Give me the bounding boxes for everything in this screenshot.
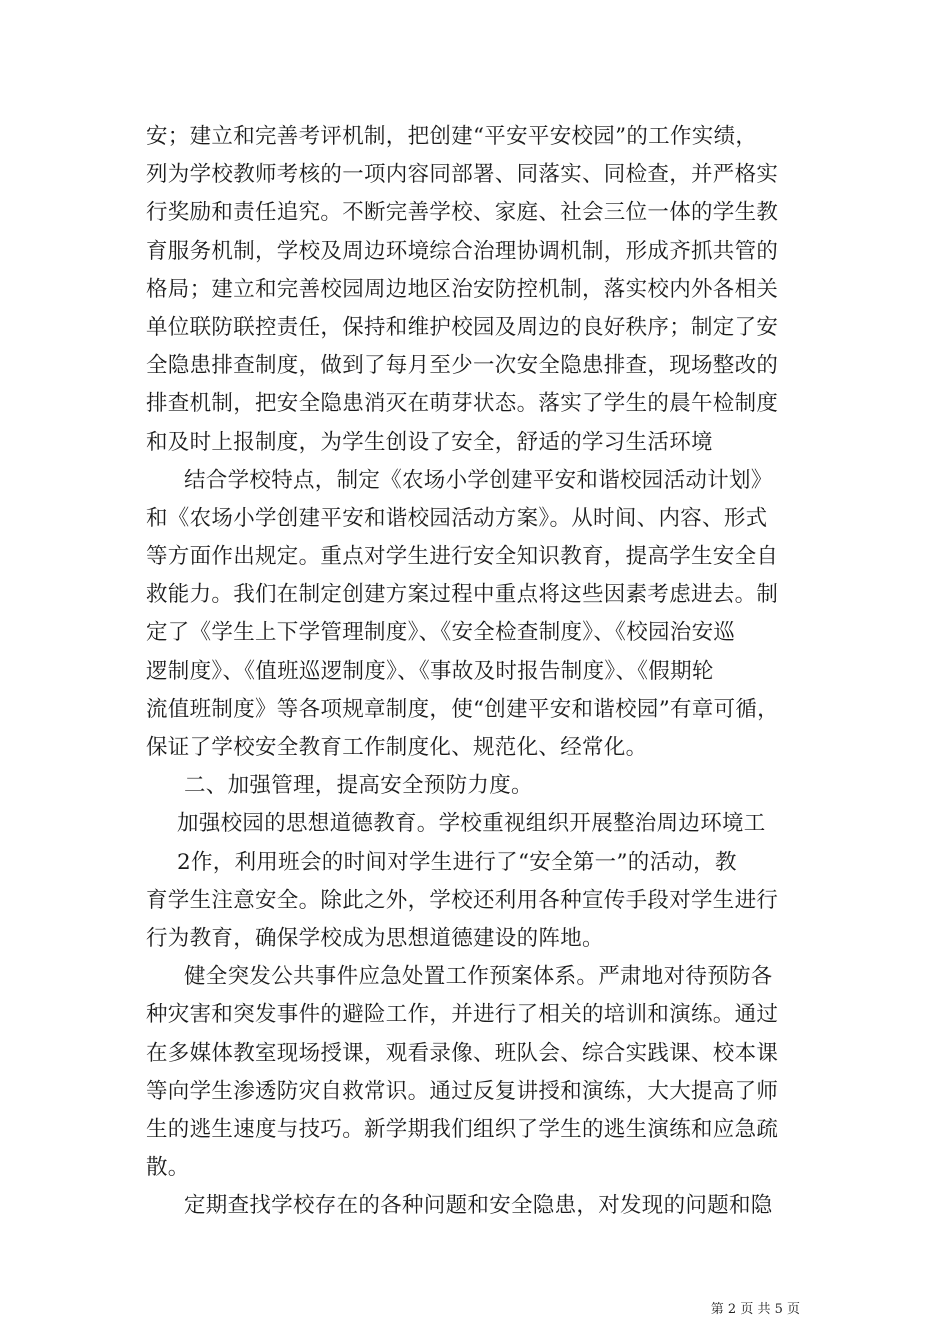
- text-line: 种灾害和突发事件的避险工作，并进行了相关的培训和演练。通过: [146, 1002, 779, 1028]
- text-line: 行奖励和责任追究。不断完善学校、家庭、社会三位一体的学生教: [146, 200, 779, 226]
- section-heading: 二、加强管理，提高安全预防力度。: [184, 773, 533, 799]
- paragraph-start-line: 健全突发公共事件应急处置工作预案体系。严肃地对待预防各: [184, 964, 773, 990]
- paragraph-start-line: 加强校园的思想道德教育。学校重视组织开展整治周边环境工: [177, 811, 766, 837]
- text-line: 等方面作出规定。重点对学生进行安全知识教育，提高学生安全自: [146, 544, 779, 570]
- text-line: 育学生注意安全。除此之外，学校还利用各种宣传手段对学生进行: [146, 887, 779, 913]
- text-line: 保证了学校安全教育工作制度化、规范化、经常化。: [146, 735, 648, 760]
- text-line: 生的逃生速度与技巧。新学期我们组织了学生的逃生演练和应急疏: [146, 1116, 779, 1142]
- document-body: [146, 118, 816, 1225]
- text-line: 和及时上报制度，为学生创设了安全，舒适的学习生活环境: [146, 429, 713, 455]
- paragraph-start-line: 结合学校特点，制定《农场小学创建平安和谐校园活动计划》: [184, 467, 773, 493]
- text-line: 育服务机制，学校及周边环境综合治理协调机制，形成齐抓共管的: [146, 238, 779, 264]
- page-number-footer: 第 2 页 共 5 页: [710, 1302, 800, 1317]
- text-line: 和《农场小学创建平安和谐校园活动方案》。从时间、内容、形式: [146, 505, 768, 531]
- text-line: 排查机制，把安全隐患消灭在萌芽状态。落实了学生的晨午检制度: [146, 391, 779, 417]
- text-line: 流值班制度》等各项规章制度，使“创建平安和谐校园”有章可循，: [146, 696, 779, 722]
- text-line: 散。: [146, 1155, 190, 1181]
- paragraph-start-line: 定期查找学校存在的各种问题和安全隐患，对发现的问题和隐: [184, 1193, 773, 1219]
- text-line: 全隐患排查制度，做到了每月至少一次安全隐患排查，现场整改的: [146, 353, 779, 379]
- text-line: 2作，利用班会的时间对学生进行了“安全第一”的活动，教: [177, 849, 737, 875]
- text-line: 在多媒体教室现场授课，观看录像、班队会、综合实践课、校本课: [146, 1040, 779, 1066]
- text-line: 安；建立和完善考评机制，把创建“平安平安校园”的工作实绩，: [146, 124, 758, 149]
- text-line: 等向学生渗透防灾自救常识。通过反复讲授和演练，大大提高了师: [146, 1078, 779, 1104]
- text-line: 救能力。我们在制定创建方案过程中重点将这些因素考虑进去。制: [146, 582, 779, 608]
- text-line: 格局；建立和完善校园周边地区治安防控机制，落实校内外各相关: [146, 276, 779, 302]
- text-line: 定了《学生上下学管理制度》、《安全检查制度》、《校园治安巡: [146, 620, 736, 646]
- text-line: 列为学校教师考核的一项内容同部署、同落实、同检查，并严格实: [146, 162, 779, 188]
- text-line: 单位联防联控责任，保持和维护校园及周边的良好秩序；制定了安: [146, 314, 779, 340]
- text-line: 行为教育，确保学校成为思想道德建设的阵地。: [146, 925, 604, 951]
- text-line: 逻制度》、《值班巡逻制度》、《事故及时报告制度》、《假期轮: [146, 658, 714, 684]
